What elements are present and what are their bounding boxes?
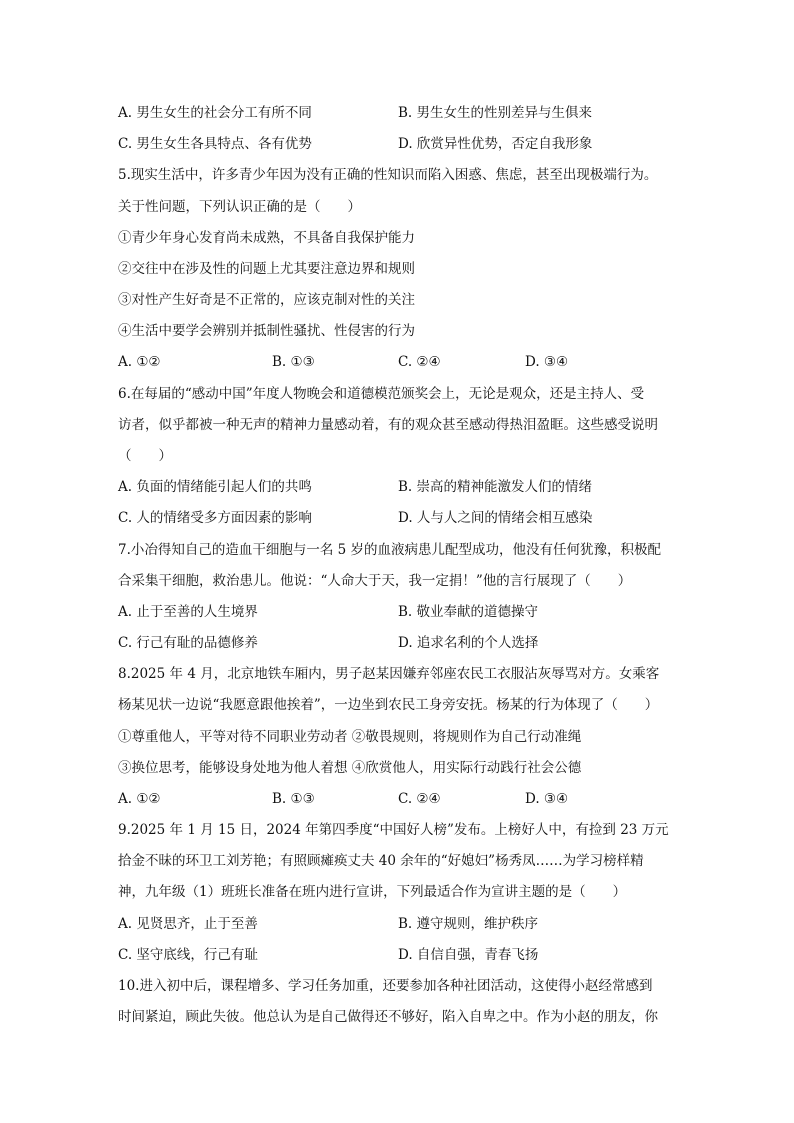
q5-stem-line2: 关于性问题，下列认识正确的是（ ）	[118, 199, 361, 215]
q4-option-b: B. 男生女生的性别差异与生俱来	[398, 105, 593, 121]
q5-item-2: ②交往中在涉及性的问题上尤其要注意边界和规则	[118, 261, 415, 277]
q7-stem-line2: 合采集干细胞，救治患儿。他说：“人命大于天，我一定捐！”他的言行展现了（ ）	[118, 573, 632, 589]
q9-option-b: B. 遵守规则，维护秩序	[398, 916, 539, 932]
q9-stem-line3: 神，九年级（1）班班长准备在班内进行宣讲，下列最适合作为宣讲主题的是（ ）	[118, 884, 627, 900]
q6-stem-line2: 访者，似乎都被一种无声的精神力量感动着，有的观众甚至感动得热泪盈眶。这些感受说明	[118, 417, 658, 433]
q4-option-a: A. 男生女生的社会分工有所不同	[118, 105, 312, 121]
q6-option-b: B. 崇高的精神能激发人们的情绪	[398, 479, 593, 495]
q8-items-line2: ③换位思考，能够设身处地为他人着想 ④欣赏他人，用实际行动践行社会公德	[118, 760, 582, 776]
q6-option-a: A. 负面的情绪能引起人们的共鸣	[118, 479, 312, 495]
q8-stem-line2: 杨某见状一边说“我愿意跟他挨着”，一边坐到农民工身旁安抚。杨某的行为体现了（ ）	[118, 697, 659, 713]
q7-option-b: B. 敬业奉献的道德操守	[398, 604, 539, 620]
q6-option-c: C. 人的情绪受多方面因素的影响	[118, 510, 312, 526]
q5-item-1: ①青少年身心发育尚未成熟，不具备自我保护能力	[118, 230, 415, 246]
q5-option-a: A. ①②	[118, 354, 161, 370]
q8-stem-line1: 8.2025 年 4 月，北京地铁车厢内，男子赵某因嫌弃邻座农民工衣服沾灰辱骂对方。女乘客	[118, 666, 660, 682]
q5-option-d: D. ③④	[525, 354, 569, 370]
q5-option-b: B. ①③	[272, 354, 315, 370]
q4-option-c: C. 男生女生各具特点、各有优势	[118, 136, 312, 152]
q7-option-c: C. 行己有耻的品德修养	[118, 635, 258, 651]
q6-option-d: D. 人与人之间的情绪会相互感染	[398, 510, 593, 526]
q5-option-c: C. ②④	[398, 354, 441, 370]
q10-stem-line1: 10.进入初中后，课程增多、学习任务加重，还要参加各种社团活动，这使得小赵经常感到	[118, 978, 653, 994]
q10-stem-line2: 时间紧迫，顾此失彼。他总认为是自己做得还不够好，陷入自卑之中。作为小赵的朋友，你	[118, 1009, 658, 1025]
q7-stem-line1: 7.小冶得知自己的造血干细胞与一名 5 岁的血液病患儿配型成功，他没有任何犹豫，积极配	[118, 542, 662, 558]
q9-option-d: D. 自信自强，青春飞扬	[398, 947, 539, 963]
q6-stem-line3: （ ）	[118, 448, 172, 464]
q8-items-line1: ①尊重他人，平等对待不同职业劳动者 ②敬畏规则，将规则作为自己行动准绳	[118, 729, 582, 745]
q6-stem-line1: 6.在每届的“感动中国”年度人物晚会和道德模范颁奖会上，无论是观众，还是主持人、受	[118, 386, 645, 402]
q9-stem-line1: 9.2025 年 1 月 15 日，2024 年第四季度“中国好人榜”发布。上榜好人中，有捡到 23 万元	[118, 822, 669, 838]
q7-option-a: A. 止于至善的人生境界	[118, 604, 258, 620]
q8-option-d: D. ③④	[525, 791, 569, 807]
q8-option-c: C. ②④	[398, 791, 441, 807]
q9-option-c: C. 坚守底线，行己有耻	[118, 947, 258, 963]
q8-option-a: A. ①②	[118, 791, 161, 807]
q7-option-d: D. 追求名利的个人选择	[398, 635, 539, 651]
q5-item-4: ④生活中要学会辨别并抵制性骚扰、性侵害的行为	[118, 323, 415, 339]
q5-stem-line1: 5.现实生活中，许多青少年因为没有正确的性知识而陷入困惑、焦虑，甚至出现极端行为。	[118, 167, 658, 183]
q9-option-a: A. 见贤思齐，止于至善	[118, 916, 258, 932]
q4-option-d: D. 欣赏异性优势，否定自我形象	[398, 136, 593, 152]
q9-stem-line2: 拾金不昧的环卫工刘芳艳；有照顾瘫痪丈夫 40 余年的“好媳妇”杨秀凤……为学习榜样精	[118, 853, 644, 869]
q5-item-3: ③对性产生好奇是不正常的，应该克制对性的关注	[118, 292, 415, 308]
q8-option-b: B. ①③	[272, 791, 315, 807]
